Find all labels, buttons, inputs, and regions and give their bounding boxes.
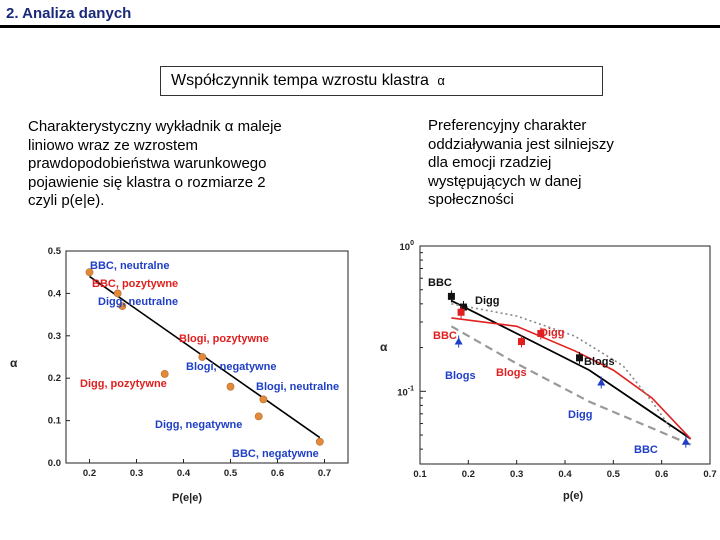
data-point xyxy=(682,438,690,445)
left-text-line: liniowo wraz ze wzrostem xyxy=(28,136,199,154)
point-annotation: BBC xyxy=(428,277,452,289)
x-tick-label: 0.2 xyxy=(461,469,475,478)
x-tick-label: 0.3 xyxy=(510,469,524,478)
x-tick-label: 0.4 xyxy=(176,468,191,479)
point-annotation: Blogi, negatywne xyxy=(186,361,277,373)
point-annotation: Blogs xyxy=(445,370,476,382)
y-tick-label: 0.2 xyxy=(47,373,61,385)
right-text-line: dla emocji rzadziej xyxy=(428,154,552,171)
y-tick-label: 0.4 xyxy=(47,288,61,300)
trend-line-gray-dashed xyxy=(451,326,690,444)
x-tick-label: 0.5 xyxy=(606,469,620,478)
x-tick-label: 0.7 xyxy=(317,468,332,479)
left-text-line: czyli p(e|e). xyxy=(28,192,105,209)
data-point xyxy=(448,293,455,300)
x-tick-label: 0.7 xyxy=(703,469,717,478)
right-text-line: oddziaływania jest silniejszy xyxy=(428,135,614,153)
x-tick-label: 0.5 xyxy=(223,468,238,479)
point-annotation: Digg, negatywne xyxy=(155,419,243,431)
header-divider xyxy=(0,25,720,28)
slide-title: Współczynnik tempa wzrostu klastra xyxy=(171,72,429,89)
point-annotation: Digg xyxy=(568,409,593,421)
data-point xyxy=(576,354,583,361)
point-annotation: BBC xyxy=(634,444,658,456)
left-x-axis-label: P(e|e) xyxy=(172,492,202,504)
left-text-line: prawdopodobieństwa warunkowego xyxy=(28,155,267,172)
x-tick-label: 0.2 xyxy=(82,468,97,479)
data-point xyxy=(161,370,168,377)
section-title: 2. Analiza danych xyxy=(6,5,132,22)
right-description xyxy=(428,117,698,210)
right-y-axis-label: α xyxy=(380,340,388,354)
x-tick-label: 0.4 xyxy=(558,469,572,478)
right-x-axis-label: p(e) xyxy=(563,490,584,502)
left-text-line: pojawienie się klastra o rozmiarze 2 xyxy=(28,173,266,191)
point-annotation: BBC, pozytywne xyxy=(92,278,179,290)
left-y-axis-label: α xyxy=(10,356,18,370)
left-text-line: Charakterystyczny wykładnik α maleje xyxy=(28,118,282,135)
x-tick-label: 0.1 xyxy=(413,469,427,478)
point-annotation: Blogs xyxy=(584,356,615,368)
point-annotation: BBC, negatywne xyxy=(232,448,319,460)
right-text-line: występujących w danej xyxy=(428,172,582,190)
alpha-vs-pe-chart xyxy=(370,238,720,478)
data-point xyxy=(316,438,323,445)
data-point xyxy=(255,413,262,420)
point-annotation: Blogi, pozytywne xyxy=(179,333,269,345)
x-tick-label: 0.6 xyxy=(655,469,669,478)
y-tick-label: $10^0$ xyxy=(399,240,414,253)
x-tick-label: 0.6 xyxy=(270,468,285,479)
point-annotation: Digg xyxy=(540,327,565,339)
alpha-vs-pee-chart xyxy=(0,240,360,480)
data-point xyxy=(199,353,206,360)
point-annotation: Digg, pozytywne xyxy=(80,378,167,390)
y-tick-label: 0.1 xyxy=(47,415,61,427)
data-point xyxy=(260,396,267,403)
x-tick-label: 0.3 xyxy=(129,468,144,479)
point-annotation: Blogi, neutralne xyxy=(256,381,340,393)
slide-title-box xyxy=(160,66,603,96)
y-tick-label: 0.5 xyxy=(47,246,61,257)
point-annotation: Blogs xyxy=(496,367,527,379)
right-text-line: społeczności xyxy=(428,191,514,208)
y-tick-label: $10^{-1}$ xyxy=(397,385,414,399)
y-tick-label: 0.0 xyxy=(47,458,61,469)
right-text-line: Preferencyjny charakter xyxy=(428,117,587,134)
point-annotation: Digg xyxy=(475,295,500,307)
point-annotation: BBC, neutralne xyxy=(90,260,170,272)
slide-title-symbol: α xyxy=(437,73,445,88)
point-annotation: BBC xyxy=(433,330,457,342)
data-point xyxy=(518,338,525,345)
point-annotation: Digg, neutralne xyxy=(98,296,179,308)
data-point xyxy=(458,309,465,316)
data-point xyxy=(227,383,234,390)
y-tick-label: 0.3 xyxy=(47,330,61,342)
left-description xyxy=(28,118,368,211)
plot-frame xyxy=(420,246,710,464)
